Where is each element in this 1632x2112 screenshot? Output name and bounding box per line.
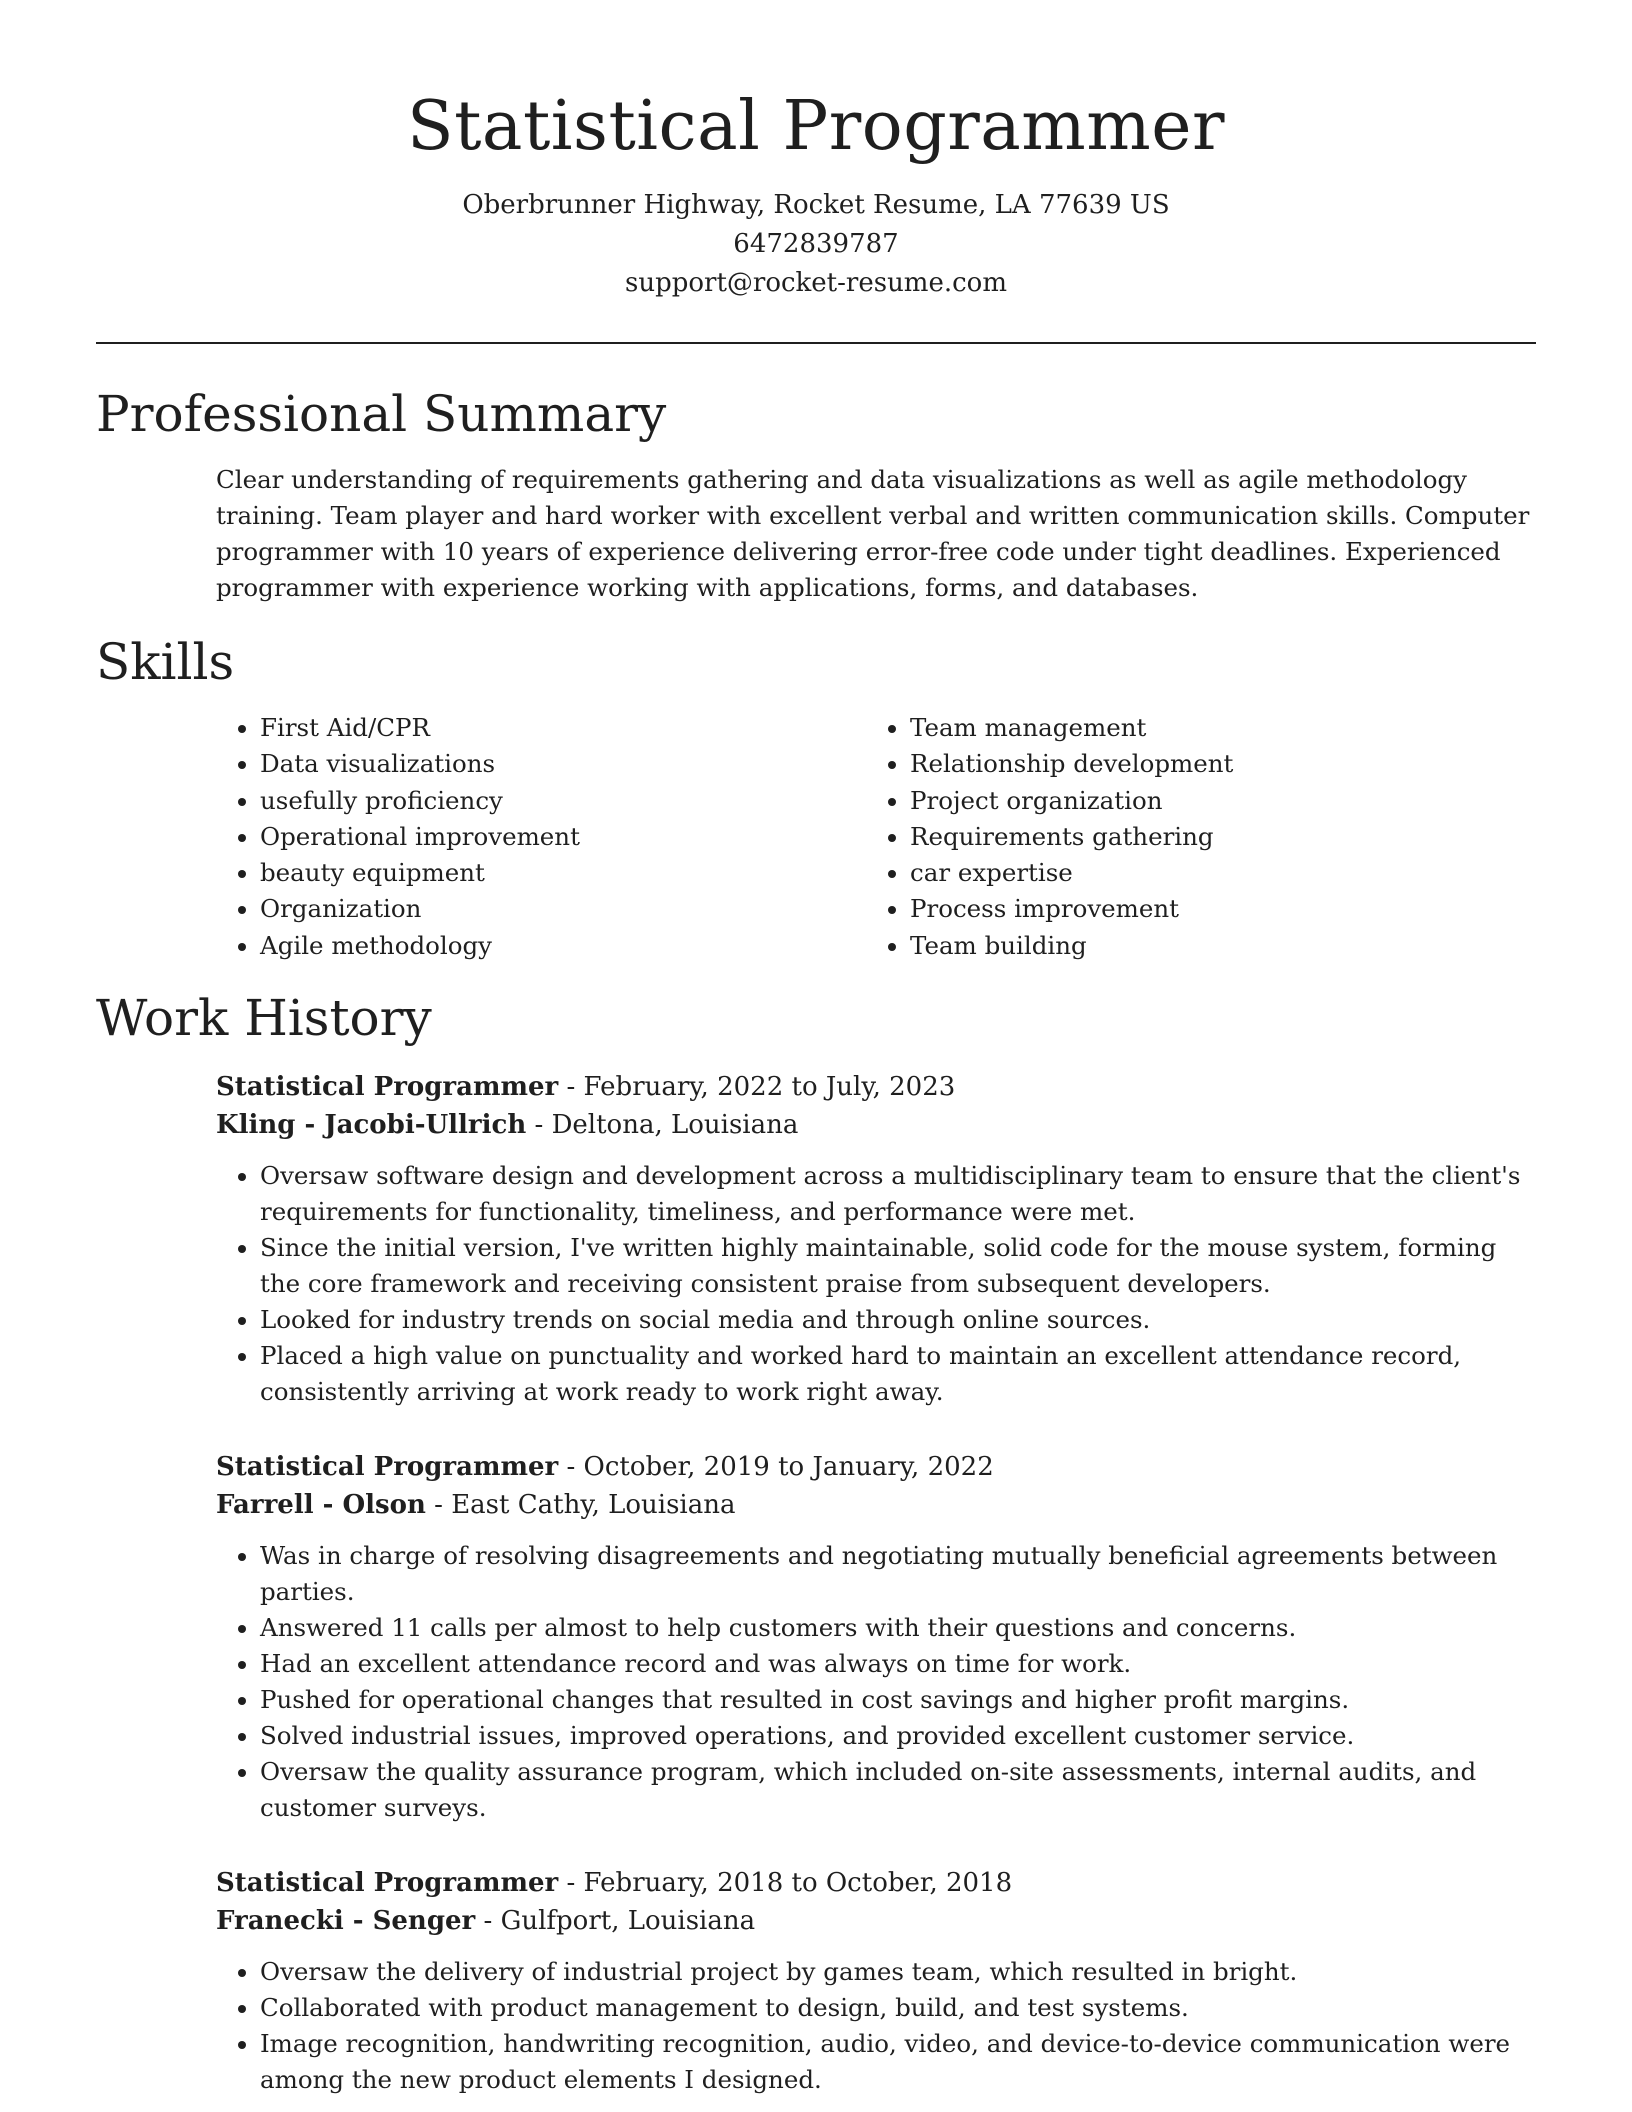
job-company-line [216,1902,1536,1940]
job-location: - Gulfport, Louisiana [475,1906,756,1936]
skill-item: • usefully proficiency [260,783,866,819]
summary-heading: Professional Summary [96,385,667,443]
work-history-heading: Work History [96,989,432,1047]
job-dates: - February, 2018 to October, 2018 [558,1868,1013,1898]
job-entry [216,1864,1536,2098]
skill-item: • Operational improvement [260,819,866,855]
skills-heading: Skills [96,633,235,691]
job-bullet: • Since the initial version, I've written highly maintainable, solid code for the mouse system, forming the core framework and receiving consistent praise from subsequent developers. [260,1230,1536,1302]
job-bullet: • Oversaw the delivery of industrial project by games team, which resulted in bright. [260,1954,1536,1990]
job-company: Farrell - Olson [216,1490,426,1520]
job-bullet: • Answered 11 calls per almost to help customers with their questions and concerns. [260,1610,1536,1646]
job-bullet: • Was in charge of resolving disagreements and negotiating mutually beneficial agreements between parties. [260,1538,1536,1610]
job-title: Statistical Programmer [216,1452,559,1482]
skill-item: • Agile methodology [260,928,866,964]
header-divider [96,342,1536,344]
job-bullets [216,1158,1536,1410]
skill-item: • Data visualizations [260,746,866,782]
job-bullets [216,1538,1536,1826]
job-bullet: • Looked for industry trends on social media and through online sources. [260,1302,1536,1338]
skill-item: • Requirements gathering [910,819,1516,855]
job-title-line [216,1068,1536,1106]
summary-text: Clear understanding of requirements gathering and data visualizations as well as agile methodology training. Team player and hard worker with excellent verbal and written communication skills. Computer programmer with 10 years of experience delivering error-free code under tight deadlines. Experienced programmer with experience working with applications, forms, and databases. [216,465,1530,602]
job-company: Franecki - Senger [216,1906,476,1936]
skill-item: • Team building [910,928,1516,964]
skill-item: • Relationship development [910,746,1516,782]
job-company-line [216,1486,1536,1524]
job-location: - Deltona, Louisiana [526,1110,799,1140]
job-title: Statistical Programmer [216,1072,559,1102]
contact-phone: 6472839787 [733,229,899,259]
skills-column-left [216,710,866,964]
job-dates: - February, 2022 to July, 2023 [558,1072,956,1102]
skill-item: • Team management [910,710,1516,746]
contact-address: Oberbrunner Highway, Rocket Resume, LA 77639 US [462,190,1170,220]
skill-item: • car expertise [910,855,1516,891]
skill-item: • First Aid/CPR [260,710,866,746]
resume-header [0,0,1632,303]
job-bullet: • Had an excellent attendance record and was always on time for work. [260,1646,1536,1682]
skill-item: • beauty equipment [260,855,866,891]
job-dates: - October, 2019 to January, 2022 [558,1452,994,1482]
job-entry [216,1068,1536,1410]
skills-column-right [866,710,1516,964]
contact-email: support@rocket-resume.com [624,268,1007,298]
job-bullet: • Solved industrial issues, improved operations, and provided excellent customer service. [260,1718,1536,1754]
job-title-line [216,1864,1536,1902]
job-location: - East Cathy, Louisiana [425,1490,736,1520]
job-title-line [216,1448,1536,1486]
job-entry [216,1448,1536,1826]
job-company: Kling - Jacobi-Ullrich [216,1110,527,1140]
job-bullet: • Oversaw the quality assurance program, which included on-site assessments, internal audits, and customer surveys. [260,1754,1536,1826]
skills-list [216,710,1536,964]
skill-item: • Process improvement [910,891,1516,927]
contact-block [0,186,1632,303]
skill-item: • Organization [260,891,866,927]
job-bullet: • Pushed for operational changes that resulted in cost savings and higher profit margins. [260,1682,1536,1718]
job-title: Statistical Programmer [216,1868,559,1898]
candidate-name: Statistical Programmer [407,87,1225,166]
job-company-line [216,1106,1536,1144]
job-bullets [216,1954,1536,2098]
skill-item: • Project organization [910,783,1516,819]
job-bullet: • Image recognition, handwriting recognition, audio, video, and device-to-device communication were among the new product elements I designed. [260,2026,1536,2098]
job-bullet: • Collaborated with product management to design, build, and test systems. [260,1990,1536,2026]
job-bullet: • Oversaw software design and development across a multidisciplinary team to ensure that the client's requirements for functionality, timeliness, and performance were met. [260,1158,1536,1230]
job-bullet: • Placed a high value on punctuality and worked hard to maintain an excellent attendance record, consistently arriving at work ready to work right away. [260,1338,1536,1410]
